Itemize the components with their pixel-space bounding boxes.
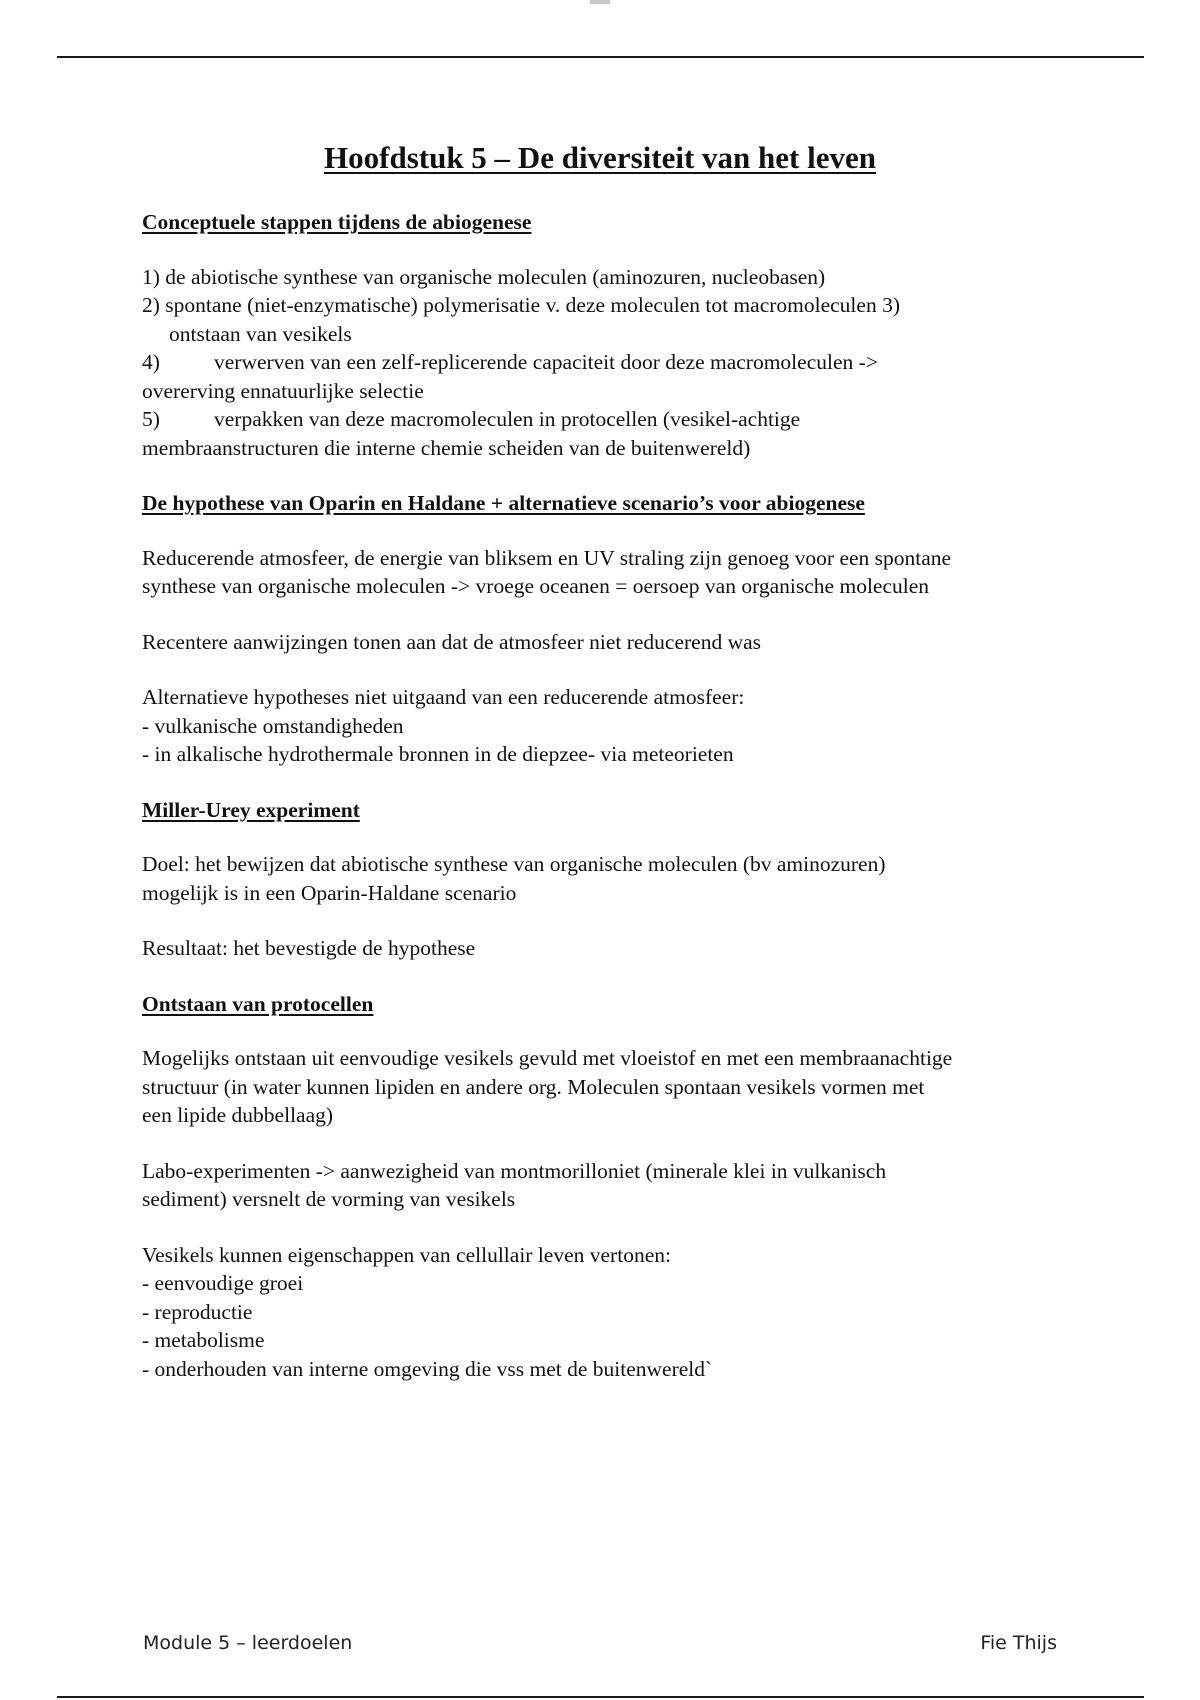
list-item: - metabolisme xyxy=(142,1328,265,1352)
text-line: synthese van organische moleculen -> vroege oceanen = oersoep van organische moleculen xyxy=(142,574,930,598)
paragraph xyxy=(142,1044,1072,1130)
text-line: membraanstructuren die interne chemie scheiden van de buitenwereld) xyxy=(142,435,751,460)
section-oparin-haldane xyxy=(142,489,1072,769)
text-line: 2) spontane (niet-enzymatische) polymerisatie v. deze moleculen tot macromoleculen 3) xyxy=(142,293,900,317)
section-heading: De hypothese van Oparin en Haldane + alternatieve scenario’s voor abiogenese xyxy=(142,491,865,515)
section-abiogenese xyxy=(142,208,1072,462)
list-item xyxy=(142,405,1072,434)
list-number: 4) xyxy=(142,350,160,374)
footer-author: Fie Thijs xyxy=(980,1632,1057,1654)
text-line: Reducerende atmosfeer, de energie van bliksem en UV straling zijn genoeg voor een spontane xyxy=(142,545,952,570)
list-item: - onderhouden van interne omgeving die vss met de buitenwereld` xyxy=(142,1356,713,1381)
text-line: Recentere aanwijzingen tonen aan dat de atmosfeer niet reducerend was xyxy=(142,629,762,654)
section-heading: Ontstaan van protocellen xyxy=(142,991,374,1016)
text-line: een lipide dubbellaag) xyxy=(142,1103,334,1127)
text-line: mogelijk is in een Oparin-Haldane scenario xyxy=(142,880,517,905)
list-item: - in alkalische hydrothermale bronnen in de diepzee- via meteorieten xyxy=(142,742,734,766)
text-line: structuur (in water kunnen lipiden en andere org. Moleculen spontaan vesikels vormen met xyxy=(142,1074,925,1099)
text-line: Labo-experimenten -> aanwezigheid van montmorilloniet (minerale klei in vulkanisch xyxy=(142,1158,887,1183)
list-number: 5) xyxy=(142,407,160,431)
list-item: - eenvoudige groei xyxy=(142,1271,304,1295)
section-heading: Miller-Urey experiment xyxy=(142,797,360,822)
list-item: - vulkanische omstandigheden xyxy=(142,713,404,738)
page-top-marker xyxy=(590,0,610,4)
paragraph xyxy=(142,1157,1072,1214)
paragraph xyxy=(142,628,1072,657)
paragraph xyxy=(142,850,1072,907)
text-line: overerving ennatuurlijke selectie xyxy=(142,378,424,403)
text-line: Vesikels kunnen eigenschappen van cellullair leven vertonen: xyxy=(142,1242,671,1267)
text-line: ontstaan van vesikels xyxy=(169,321,352,346)
text-line: Doel: het bewijzen dat abiotische synthese van organische moleculen (bv aminozuren) xyxy=(142,852,886,876)
footer-module-label: Module 5 – leerdoelen xyxy=(143,1632,353,1654)
paragraph xyxy=(142,544,1072,601)
text-line: Mogelijks ontstaan uit eenvoudige vesikels gevuld met vloeistof en met een membraanachtige xyxy=(142,1046,953,1070)
list-item xyxy=(142,348,1072,377)
section-heading: Conceptuele stappen tijdens de abiogenese xyxy=(142,210,532,234)
list-text: verwerven van een zelf-replicerende capaciteit door deze macromoleculen -> xyxy=(214,350,878,374)
footer-rule xyxy=(57,1696,1144,1698)
list-text: verpakken van deze macromoleculen in protocellen (vesikel-achtige xyxy=(214,407,801,431)
header-rule xyxy=(57,56,1144,58)
text-line: Resultaat: het bevestigde de hypothese xyxy=(142,936,476,960)
document-body xyxy=(142,208,1072,1410)
page-title: Hoofdstuk 5 – De diversiteit van het leven xyxy=(324,140,876,175)
section-miller-urey xyxy=(142,796,1072,963)
paragraph xyxy=(142,683,1072,769)
paragraph xyxy=(142,263,1072,463)
paragraph xyxy=(142,934,1072,963)
text-line: sediment) versnelt de vorming van vesikels xyxy=(142,1187,516,1211)
text-line: Alternatieve hypotheses niet uitgaand van een reducerende atmosfeer: xyxy=(142,685,745,709)
paragraph xyxy=(142,1241,1072,1384)
text-line: 1) de abiotische synthese van organische moleculen (aminozuren, nucleobasen) xyxy=(142,264,826,289)
section-protocellen xyxy=(142,990,1072,1384)
list-item: - reproductie xyxy=(142,1299,253,1324)
